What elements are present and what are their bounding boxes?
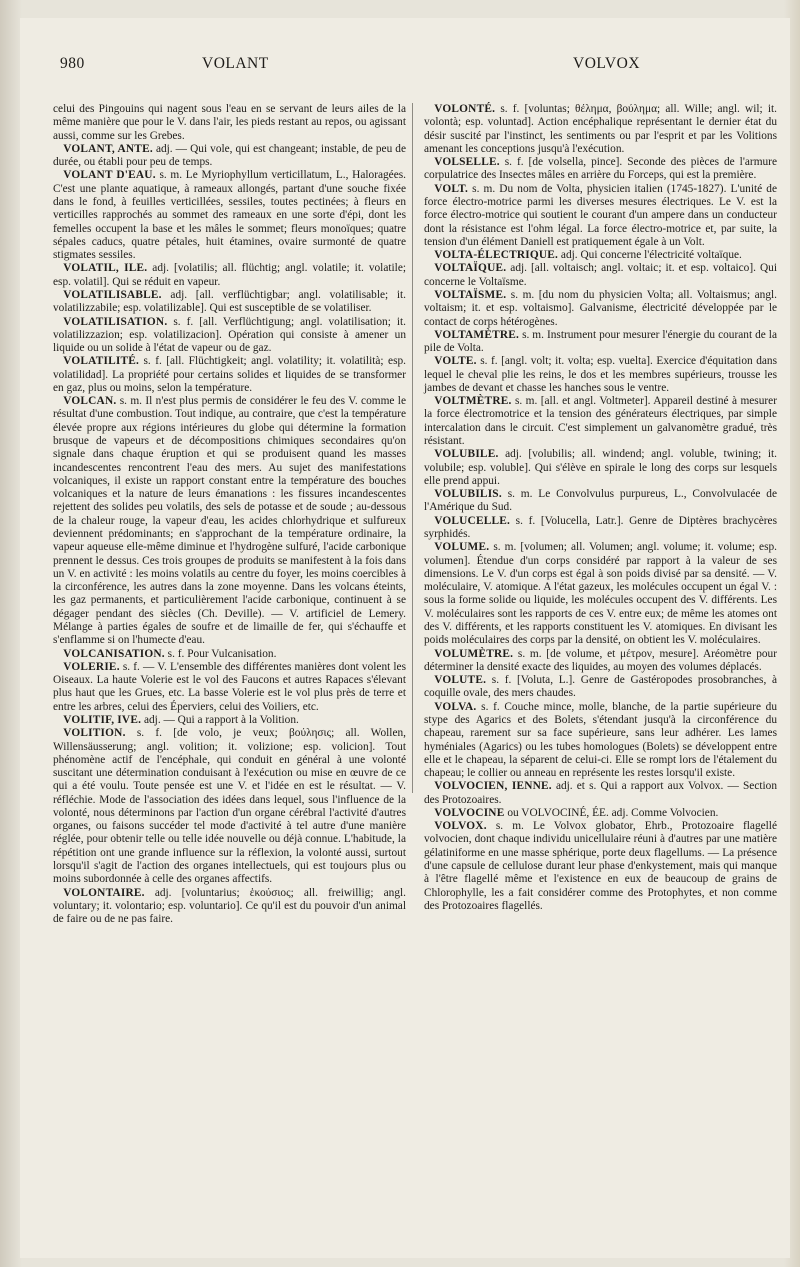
entry-headword: VOLT. [434, 182, 469, 195]
entry-definition: adj. [all. verflüchtigbar; angl. volatilisable; it. volatilizzabile; esp. volatilizable]. Qui est susceptible de se volatiliser. [53, 288, 406, 315]
entry-definition: adj. — Qui vole, qui est changeant; instable, de peu de durée, ou établi pour peu de temps. [53, 142, 406, 169]
entry-definition: s. f. [angl. volt; it. volta; esp. vuelta]. Exercice d'équitation dans lequel le cheval plie les reins, le dos et les membres supérieurs, trousse les jambes de devant et chasse les hanches sous le ventre. [424, 355, 777, 394]
entry-definition: s. m. [de volume, et μέτρον, mesure]. Aréomètre pour déterminer la densité exacte des liquides, au moyen des volumes déplacés. [424, 647, 777, 673]
entry-definition: s. f. [all. Verflüchtigung; angl. volatilisation; it. volatilizzazion; esp. volatilizacion]. Opération qui consiste à amener un liquide ou un solide à l'état de vapeur ou de gaz. [53, 315, 406, 355]
dictionary-entry [424, 515, 777, 542]
entry-headword: VOLONTAIRE. [63, 886, 145, 899]
entry-headword: VOLSELLE. [434, 156, 500, 169]
dictionary-entry [424, 701, 777, 781]
dictionary-entry [424, 807, 777, 820]
entry-headword: VOLATILISATION. [63, 315, 168, 328]
entry-headword: VOLATILITÉ. [63, 355, 140, 368]
column-divider [412, 103, 413, 793]
entry-headword: VOLTAÏSME. [434, 288, 507, 301]
entry-headword: VOLUBILE. [434, 448, 499, 461]
entry-definition: s. m. Instrument pour mesurer l'énergie du courant de la pile de Volta. [424, 328, 777, 355]
entry-definition: s. f. [all. Flüchtigkeit; angl. volatility; it. volatilità; esp. volatilidad]. La propriété pour certains solides et liquides de se transformer en gaz, plus ou moins, selon la température. [53, 355, 406, 394]
entry-definition: s. m. Le Convolvulus purpureus, L., Convolvulacée de l'Amérique du Sud. [424, 488, 777, 514]
dictionary-entry [53, 648, 406, 661]
dictionary-entry [424, 780, 777, 807]
entry-definition: ou VOLVOCINÉ, ÉE. adj. Comme Volvocien. [504, 806, 719, 819]
dictionary-entry [53, 661, 406, 714]
entry-definition: adj. [all. voltaisch; angl. voltaic; it. et esp. voltaico]. Qui concerne le Voltaïsme. [424, 262, 777, 288]
dictionary-entry [424, 488, 777, 515]
entry-headword: VOLCANISATION. [63, 647, 165, 660]
entry-definition: adj. [volatilis; all. flüchtig; angl. volatile; it. volatile; esp. volatil]. Qui se réduit en vapeur. [53, 262, 407, 288]
entry-headword: VOLUME. [434, 541, 490, 554]
entry-definition: s. f. [voluntas; θέλημα, βούλημα; all. Wille; angl. wil; it. volontà; esp. voluntad]. Action encéphalique représentant le dernier état du désir suscité par l'instinct, les sentiments ou par l'esprit et par les Volitions amenant les conceptions jusqu'à l'exécution. [424, 103, 777, 155]
dictionary-entry [53, 103, 406, 143]
entry-headword: VOLTA-ÉLECTRIQUE. [434, 249, 559, 262]
running-header [0, 55, 800, 85]
entry-definition: celui des Pingouins qui nagent sous l'eau en se servant de leurs ailes de la même manière que pour le V. dans l'air, les pieds restant au repos, ou agissant aussi, comme sur les Grebes. [53, 103, 406, 142]
dictionary-entry [53, 727, 406, 886]
dictionary-entry [424, 820, 777, 913]
entry-headword: VOLUTE. [434, 674, 487, 687]
entry-headword: VOLVOX. [434, 820, 487, 833]
entry-headword: VOLATILISABLE. [63, 288, 162, 301]
entry-headword: VOLTAÏQUE. [434, 262, 507, 275]
entry-headword: VOLUMÈTRE. [434, 647, 514, 660]
entry-headword: VOLUBILIS. [434, 488, 502, 501]
dictionary-entry [53, 355, 406, 395]
dictionary-entry [53, 316, 406, 356]
dictionary-entry [53, 289, 406, 316]
page-number: 980 [60, 55, 85, 72]
entry-headword: VOLONTÉ. [434, 103, 496, 115]
page-gutter-shadow [0, 0, 22, 1267]
header-left-title: VOLANT [202, 55, 269, 72]
dictionary-entry [53, 262, 406, 289]
dictionary-entry [424, 289, 777, 329]
entry-definition: adj. et s. Qui a rapport aux Volvox. — Section des Protozoaires. [424, 780, 777, 806]
entry-headword: VOLATIL, ILE. [63, 262, 148, 275]
dictionary-entry [424, 103, 777, 156]
entry-headword: VOLUCELLE. [434, 514, 511, 527]
entry-definition: s. f. [de volsella, pince]. Seconde des pièces de l'armure corpulatrice des Insectes mâles en arrière du Forceps, qui est la première. [424, 156, 777, 182]
dictionary-entry [424, 541, 777, 647]
entry-definition: s. m. [du nom du physicien Volta; all. Voltaismus; angl. voltaism; it. et esp. voltaismo]. Galvanisme, électricité développée par le contact de corps hétérogènes. [424, 288, 777, 328]
entry-definition: s. m. [volumen; all. Volumen; angl. volume; it. volume; esp. volumen]. Étendue d'un corps considéré par rapport à la valeur de ses dimensions. Le V. d'un corps est égal à son poids divisé par sa densité. — V. moléculaire, V. atomique. A l'état gazeux, les molécules occupent un égal V. : sous la forme solide ou liquide, les molécules occupent des V. différents. Les V. moléculaires sont les rapports de ces V. entre eux; de même les atomes ont des V. différents, et les rapports constituent les V. atomiques. En divisant les poids moléculaires des corps par la densité, on obtient les V. moléculaires. [424, 541, 777, 647]
dictionary-entry [53, 887, 406, 927]
entry-headword: VOLCAN. [63, 395, 117, 408]
entry-definition: adj. [voluntarius; ἑκούσιος; all. freiwillig; angl. voluntary; it. volontario; esp. voluntario]. Ce qu'il est du pouvoir d'un animal de faire ou de ne pas faire. [53, 886, 406, 926]
entry-definition: s. m. Du nom de Volta, physicien italien (1745-1827). L'unité de force électro-motrice parmi les diverses mesures électriques. Le V. est la force électro-motrice qui soutient le courant d'un ampere dans un conducteur dont la résistance est l'ohm légal. La force électro-motrice et, par suite, la tension d'un élément Daniell est pratiquement égale à un Volt. [424, 182, 777, 248]
dictionary-entry [424, 448, 777, 488]
entry-definition: adj. [volubilis; all. windend; angl. voluble, twining; it. volubile; esp. voluble]. Qui s'élève en spirale le long des corps sur lesquels elle prend appui. [424, 448, 777, 487]
entry-headword: VOLITIF, IVE. [63, 713, 142, 726]
dictionary-entry [53, 395, 406, 647]
dictionary-entry [424, 262, 777, 289]
entry-headword: VOLTE. [434, 355, 477, 368]
entry-definition: s. f. — V. L'ensemble des différentes manières dont volent les Oiseaux. La haute Volerie est le vol des Faucons et autres Rapaces s'élevant plus haut que les Grues, etc. La basse Volerie est le vol plus près de terre et entre les arbres, celui des Éperviers, celui des Voiliers, etc. [53, 660, 406, 713]
dictionary-entry [424, 329, 777, 356]
entry-headword: VOLVOCIEN, IENNE. [434, 780, 552, 793]
left-column [53, 103, 406, 926]
entry-definition: adj. — Qui a rapport à la Volition. [141, 713, 299, 726]
entry-headword: VOLERIE. [63, 660, 120, 673]
dictionary-entry [424, 395, 777, 448]
entry-definition: s. f. [de volo, je veux; βούλησις; all. Wollen, Willensäusserung; angl. volition; it. volizione; esp. volicion]. Tout phénomène actif de l'encéphale, qui conduit en général à une volonté suscitant une détermination conduisant à l'exécution ou mise en œuvre de ce qui a été voulu. Toute pensée est une V. et l'idée en est le résultat. — V. réfléchie. Mode de l'association des idées dans lequel, sous l'influence de la volonté, nous déterminons par l'action d'un organe cérébral l'activité d'autres organes, ou faisons succéder tel mode d'activité à tel autre d'une manière réglée, pour obtenir telle ou telle idée nouvelle ou déjà connue. L'habitude, la répétition ont une grande influence sur la réflexion, la volonté aussi, surtout lorsqu'il s'agit de l'action des organes intellectuels, qui est toujours plus ou moins subordonnée à celle des organes affectifs. [53, 727, 406, 886]
entry-headword: VOLVOCINE [434, 806, 505, 819]
header-right-title: VOLVOX [573, 55, 641, 72]
entry-definition: s. m. Le Volvox globator, Ehrb., Protozoaire flagellé volvocien, dont chaque individu unicellulaire réuni à d'autres par une matière gélatiniforme en une masse sphérique, porte deux flagellums. — La présence d'une capsule de cellulose durant leur phase d'enkystement, mais qui manque à l'être flagellé même et l'existence en eux de beaucoup de grains de Chlorophylle, les a fait considérer comme des Protophytes, et non comme des Protozoaires flagellés. [424, 820, 777, 912]
entry-definition: s. f. Couche mince, molle, blanche, de la partie supérieure du stype des Agarics et des Bolets, s'étendant jusqu'à la circonférence du chapeau, rarement sur sa face supérieure, sans leur adhérer. Les lames hyméniales (Agarics) ou les tubes homologues (Bolets) se développent entre elle et le chapeau, la séparent de celui-ci. Elle se rompt lors de l'étalement du chapeau; le collier ou anneau en représente les restes lorsqu'il existe. [424, 700, 777, 780]
dictionary-entry [424, 355, 777, 395]
entry-headword: VOLANT D'EAU. [63, 169, 156, 182]
entry-definition: s. m. Il n'est plus permis de considérer le feu des V. comme le résultat d'une combustion. Tout indique, au contraire, que c'est la température élevée propre aux régions intérieures du globe qui détermine la formation brusque de vapeurs et de décompositions chimiques secondaires qu'on signale dans chaque éruption et qui se produisent quand les masses incandescentes rencontrent l'eau des mers. Au sujet des manifestations volcaniques, il existe un rapport constant entre la température des bouches volcaniques et la nature de leurs émanations : les fissures incandescentes rejettent des solides peu volatils, des sels de potasse et de soude ; au-dessous de la chaleur rouge, la vapeur d'eau, les acides chlorhydrique et sulfureux deviennent prédominants; en s'approchant de la température ordinaire, la vapeur aqueuse elle-même diminue et l'hydrogène sulfuré, l'acide carbonique prennent le dessus. Ces trois groupes de produits se manifestent à la fois dans un V. en activité : les moins volatils au centre du foyer, les moins coercibles à la circonférence, les autres dans la zone moyenne. Dans les volcans éteints, les gaz permanents, et particulièrement l'acide carbonique, continuent à se dégager pendant des siècles (Ch. Deville). — V. artificiel de Lemery. Mélange à parties égales de soufre et de limaille de fer, qui s'échauffe et s'enflamme si on l'humecte d'eau. [53, 395, 406, 647]
dictionary-entry [53, 714, 406, 727]
entry-definition: s. f. [Voluta, L.]. Genre de Gastéropodes prosobranches, à coquille ovale, des mers chaudes. [424, 674, 777, 700]
dictionary-entry [53, 143, 406, 170]
entry-definition: s. m. Le Myriophyllum verticillatum, L., Haloragées. C'est une plante aquatique, à rameaux allongés, partant d'une souche fixée dans le fond, à feuilles verticillées, sessiles, toutes pectinées; à fleurs en verticilles rapprochés au sommet des rameaux en une sorte d'épi, dont les femelles occupent la base et les mâles le sommet; fleurs monoïques; quatre sépales caducs, quatre pétales, huit étamines, ovaire surmonté de quatre stigmates sessiles. [53, 169, 406, 262]
entry-headword: VOLTMÈTRE. [434, 395, 512, 408]
right-column [424, 103, 777, 913]
dictionary-entry [53, 169, 406, 262]
dictionary-entry [424, 674, 777, 701]
dictionary-entry [424, 249, 777, 262]
entry-headword: VOLITION. [63, 727, 126, 740]
entry-headword: VOLVA. [434, 700, 477, 713]
dictionary-entry [424, 648, 777, 675]
entry-definition: adj. Qui concerne l'électricité voltaïque. [558, 249, 742, 262]
entry-definition: s. f. [Volucella, Latr.]. Genre de Diptères brachycères syrphidés. [424, 514, 777, 540]
dictionary-entry [424, 183, 777, 249]
entry-definition: s. f. Pour Vulcanisation. [164, 647, 277, 660]
entry-headword: VOLTAMÈTRE. [434, 328, 520, 341]
entry-definition: s. m. [all. et angl. Voltmeter]. Appareil destiné à mesurer la force électromotrice et la tension des générateurs électriques, par simple intercalation dans le circuit. C'est simplement un galvanomètre gradué, très résistant. [424, 395, 777, 448]
entry-headword: VOLANT, ANTE. [63, 142, 153, 155]
dictionary-entry [424, 156, 777, 183]
